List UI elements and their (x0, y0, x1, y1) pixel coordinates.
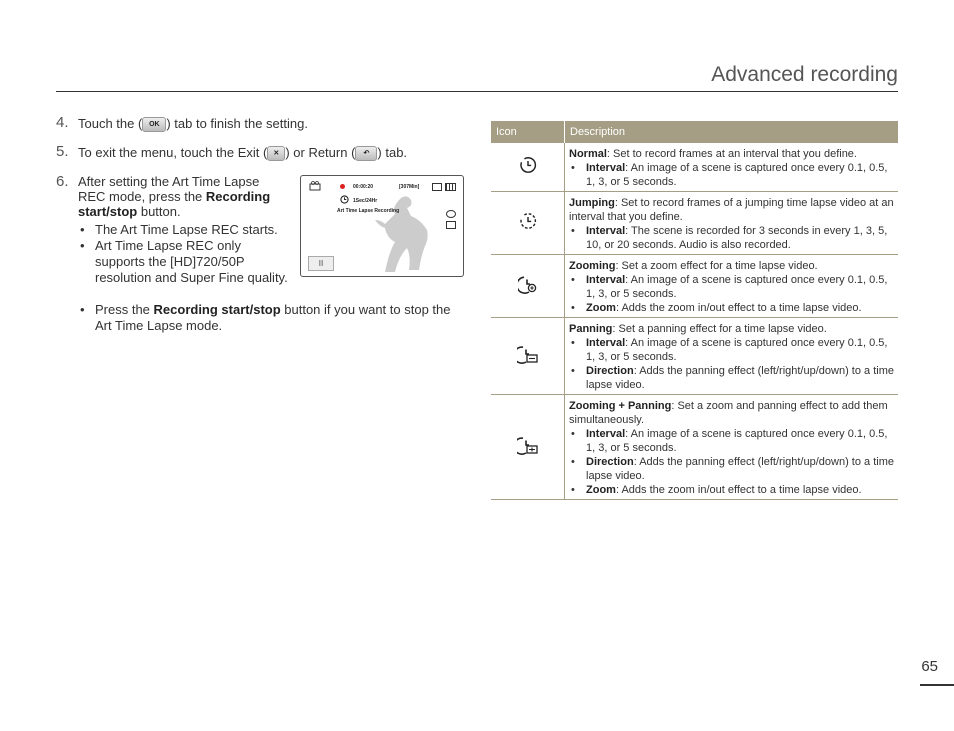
page-title: Advanced recording (711, 63, 898, 86)
ok-icon: OK (142, 117, 166, 132)
recording-indicator (340, 184, 345, 189)
zoom-pan-timelapse-icon (517, 435, 539, 455)
table-row: Zooming: Set a zoom effect for a time lapse video. • Interval: An image of a scene is captured once every 0.1, 0.5, 1, 3, or 5 seconds. • Zoom: Adds the zoom in/out effect to a time lapse video. (491, 255, 898, 318)
recording-time: 00:00:20 (353, 184, 374, 190)
list-item: • Direction: Adds the panning effect (left/right/up/down) to a time lapse video. (569, 455, 894, 483)
battery-icon (445, 183, 456, 191)
timelapse-mode-table (491, 121, 898, 500)
step-text: To exit the menu, touch the Exit ( (78, 145, 268, 160)
camera-mode-icon (309, 181, 321, 191)
remaining-time: [307Min] (399, 184, 420, 190)
table-row: Normal: Set to record frames at an interval that you define. • Interval: An image of a scene is captured once every 0.1, 0.5, 1, 3, or 5 seconds. (491, 143, 898, 192)
panning-timelapse-icon (517, 344, 539, 364)
list-item: • Interval: An image of a scene is captured once every 0.1, 0.5, 1, 3, or 5 seconds. (569, 273, 894, 301)
return-icon: ↶ (355, 146, 377, 161)
camcorder-screen (300, 175, 464, 277)
list-item: • Interval: An image of a scene is captured once every 0.1, 0.5, 1, 3, or 5 seconds. (569, 161, 894, 189)
step-text: ) tab. (377, 145, 408, 160)
step-6-text: After setting the Art Time Lapse REC mode, press the Recording start/stop button. (78, 174, 271, 219)
quality-icon (446, 221, 456, 229)
step-text: ) tab to finish the setting. (166, 116, 308, 131)
column-header-icon: Icon (491, 121, 565, 143)
pause-button[interactable]: II (308, 256, 334, 271)
timelapse-clock-icon (340, 195, 349, 204)
list-item: • Direction: Adds the panning effect (left/right/up/down) to a time lapse video. (569, 364, 894, 392)
exit-icon: ✕ (267, 146, 285, 161)
step-number: 6. (56, 173, 69, 190)
mode-label: Art Time Lapse Recording (337, 208, 400, 214)
table-row: Panning: Set a panning effect for a time lapse video. • Interval: An image of a scene is captured once every 0.1, 0.5, 1, 3, or 5 seconds. • Direction: Adds the panning effect (left/right/up/down) to a time lapse video. (491, 318, 898, 395)
storage-icon (432, 183, 442, 191)
step-text: Touch the ( (78, 116, 143, 131)
list-item: • The Art Time Lapse REC starts. (78, 222, 288, 238)
step-text: ) or Return ( (285, 145, 356, 160)
interval-setting: 1Sec/24Hr (353, 198, 378, 204)
button-name: Recording start/stop (78, 189, 271, 219)
list-item: • Zoom: Adds the zoom in/out effect to a time lapse video. (569, 301, 894, 315)
dancer-silhouette (371, 194, 441, 272)
list-item: • Interval: An image of a scene is captured once every 0.1, 0.5, 1, 3, or 5 seconds. (569, 336, 894, 364)
step-number: 5. (56, 143, 69, 160)
normal-timelapse-icon (519, 156, 537, 174)
column-header-description: Description (565, 121, 899, 143)
header-divider (56, 91, 898, 92)
footer-divider (920, 684, 954, 686)
list-item: • Interval: The scene is recorded for 3 seconds in every 1, 3, 5, 10, or 20 seconds. Audio is also recorded. (569, 224, 894, 252)
jumping-timelapse-icon (519, 212, 537, 230)
list-item: • Interval: An image of a scene is captured once every 0.1, 0.5, 1, 3, or 5 seconds. (569, 427, 894, 455)
step-number: 4. (56, 114, 69, 131)
list-item: • Press the Recording start/stop button if you want to stop the Art Time Lapse mode. (78, 302, 453, 334)
list-item: • Art Time Lapse REC only supports the [HD]720/50P resolution and Super Fine quality. (78, 238, 288, 286)
step-6-bullets (78, 222, 288, 286)
list-item: • Zoom: Adds the zoom in/out effect to a time lapse video. (569, 483, 894, 497)
table-row: Zooming + Panning: Set a zoom and panning effect to add them simultaneously. • Interval: An image of a scene is captured once every 0.1, 0.5, 1, 3, or 5 seconds. • Direction: Adds the panning effect (left/right/up/down) to a time lapse video. • Zoom: Adds the zoom in/out effect to a time lapse video. (491, 395, 898, 500)
page-number: 65 (921, 658, 938, 675)
zooming-timelapse-icon (518, 274, 538, 294)
stabilizer-icon (446, 210, 456, 218)
table-row: Jumping: Set to record frames of a jumping time lapse video at an interval that you define. • Interval: The scene is recorded for 3 seconds in every 1, 3, 5, 10, or 20 seconds. Audio is also recorded. (491, 192, 898, 255)
